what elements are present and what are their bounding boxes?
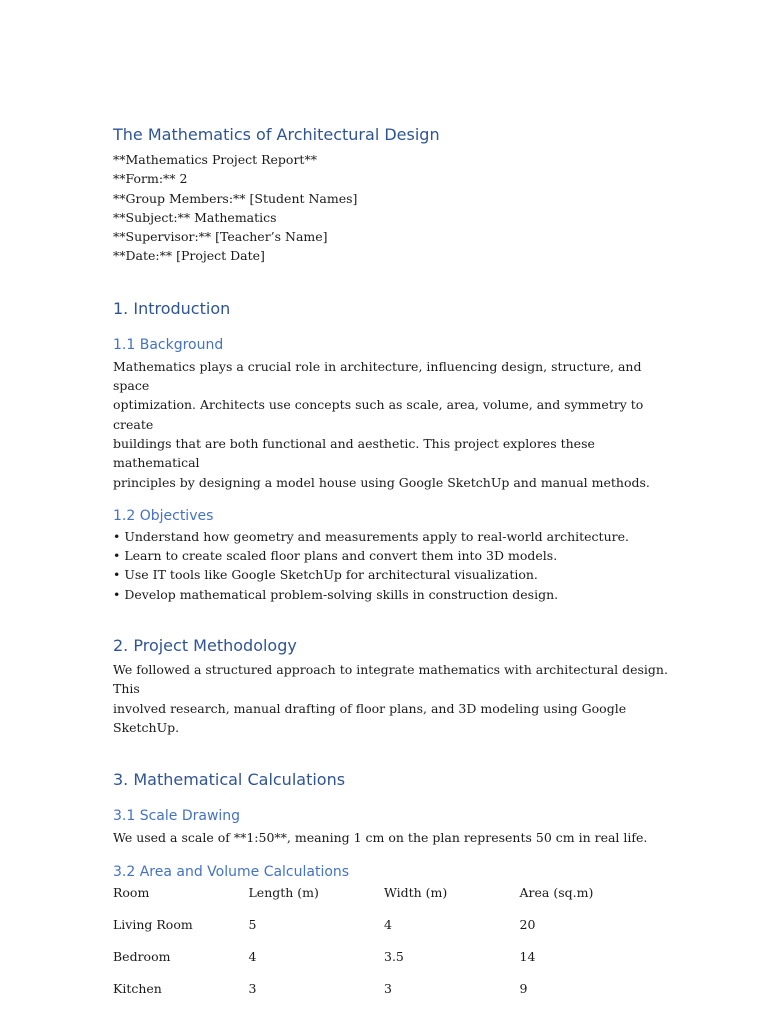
meta-report-line: **Mathematics Project Report** [113, 152, 317, 167]
paragraph-line: Mathematics plays a crucial role in architecture, influencing design, structure, and space [113, 358, 642, 394]
table-cell: 3 [248, 980, 257, 996]
meta-group-members-line: **Group Members:** [Student Names] [113, 190, 358, 206]
methodology-paragraph [113, 660, 673, 737]
table-cell: 3.5 [384, 948, 404, 964]
table-cell: 20 [519, 916, 536, 932]
table-cell: 4 [248, 948, 257, 964]
table-header-cell: Area (sq.m) [519, 884, 594, 900]
subsection-area-heading: 3.2 Area and Volume Calculations [113, 863, 350, 880]
section-methodology-heading: 2. Project Methodology [113, 636, 297, 656]
metadata-block [113, 150, 673, 266]
meta-date-line: **Date:** [Project Date] [113, 248, 265, 264]
table-cell: Living Room [113, 916, 193, 932]
area-table [113, 883, 673, 1011]
meta-form-line: **Form:** 2 [113, 171, 188, 187]
table-header-cell: Width (m) [384, 884, 448, 900]
objectives-list [113, 527, 673, 604]
paragraph-line: buildings that are both functional and aesthetic. This project explores these mathematical [113, 435, 595, 471]
paragraph-line: We followed a structured approach to integrate mathematics with architectural design. This [113, 662, 668, 697]
table-cell: 3 [384, 980, 392, 996]
meta-supervisor-line: **Supervisor:** [Teacher’s Name] [113, 229, 328, 245]
list-item: • Learn to create scaled floor plans and convert them into 3D models. [113, 548, 558, 564]
table-cell: Bedroom [113, 948, 171, 964]
paragraph-line: optimization. Architects use concepts such as scale, area, volume, and symmetry to create [113, 397, 644, 432]
subsection-objectives-heading: 1.2 Objectives [113, 507, 214, 524]
document-body [113, 124, 673, 1011]
table-cell: 5 [248, 916, 257, 932]
list-item: • Use IT tools like Google SketchUp for architectural visualization. [113, 567, 538, 583]
list-item: • Understand how geometry and measurements apply to real-world architecture. [113, 528, 629, 544]
section-introduction-heading: 1. Introduction [113, 298, 231, 318]
paragraph-line: involved research, manual drafting of floor plans, and 3D modeling using Google SketchUp. [113, 700, 627, 735]
table-header-row [113, 883, 673, 915]
table-cell: 4 [384, 916, 392, 932]
paragraph-line: principles by designing a model house using Google SketchUp and manual methods. [113, 474, 650, 490]
subsection-scale-heading: 3.1 Scale Drawing [113, 808, 241, 825]
table-cell: Kitchen [113, 980, 162, 996]
subsection-background-heading: 1.1 Background [113, 336, 224, 353]
document-title: The Mathematics of Architectural Design [113, 125, 440, 144]
table-header-cell: Length (m) [248, 884, 319, 900]
table-header-cell: Room [113, 884, 150, 900]
table-row [113, 915, 673, 947]
list-item: • Develop mathematical problem-solving skills in construction design. [113, 586, 559, 602]
background-paragraph [113, 357, 673, 492]
meta-subject-line: **Subject:** Mathematics [113, 209, 277, 225]
table-row [113, 947, 673, 979]
section-calculations-heading: 3. Mathematical Calculations [113, 770, 346, 790]
table-cell: 9 [519, 980, 528, 996]
table-row [113, 979, 673, 1011]
table-cell: 14 [519, 948, 536, 964]
scale-paragraph: We used a scale of **1:50**, meaning 1 cm on the plan represents 50 cm in real life. [113, 830, 648, 846]
